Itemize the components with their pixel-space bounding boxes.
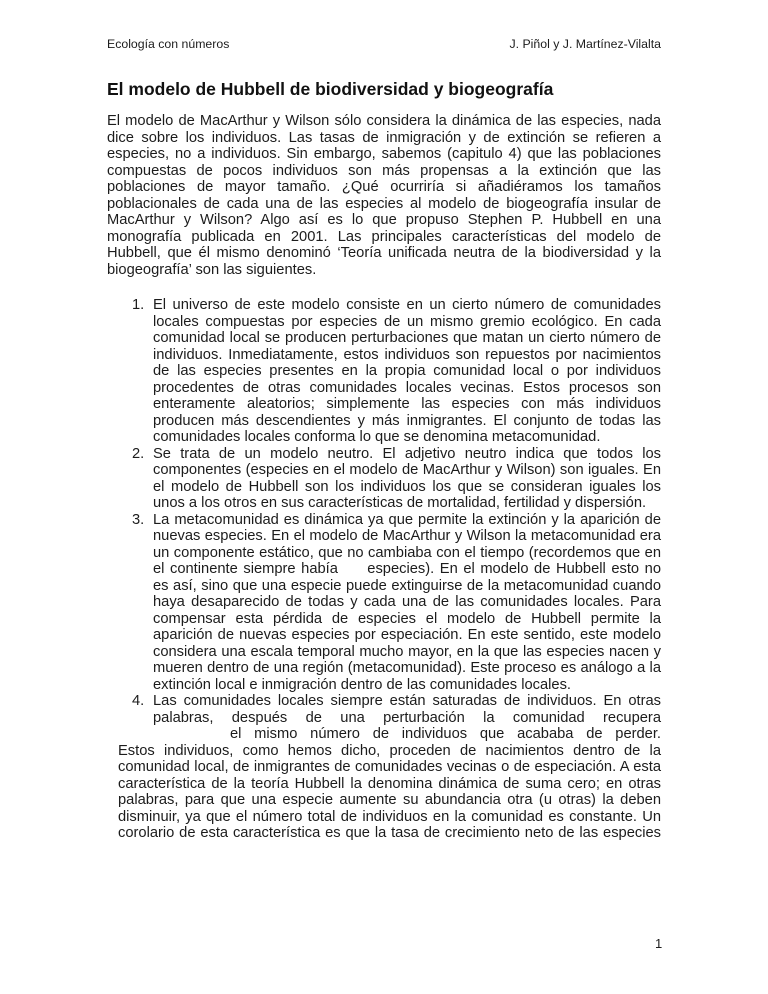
list-item-number: 4. [132,693,145,709]
list-item-number: 2. [132,445,145,462]
list-item-4 [107,693,661,842]
page-header [107,37,661,51]
list-item-text-continuation: Estos individuos, como hemos dicho, proceden de nacimientos dentro de la comunidad local, de inmigrantes de comunidades vecinas o de especiación. A esta característica de la teoría Hubbell la denomina dinámica de suma cero; en otras palabras, para que una especie aumente su abundancia otra (u otras) la deben disminuir, ya que el número total de individuos en la comunidad es constante. Un corolario de esta característica es que la tasa de crecimiento neto de las especies [118,742,661,841]
list-item-text: Se trata de un modelo neutro. El adjetivo neutro indica que todos los componentes (especies en el modelo de MacArthur y Wilson) son iguales. En el modelo de Hubbell son los individuos los que se consideran iguales los unos a los otros en sus características de mortalidad, fertilidad y dispersión. [153,445,661,511]
list-item-2 [107,446,661,512]
list-item-number: 1. [132,297,145,313]
intro-paragraph: El modelo de MacArthur y Wilson sólo considera la dinámica de las especies, nada dice sobre los individuos. Las tasas de inmigración y de extinción se refieren a especies, no a individuos. Sin embargo, sabemos (capitulo 4) que las poblaciones compuestas de pocos individuos son más propensas a la extinción que las poblaciones de mayor tamaño. ¿Qué ocurriría si añadiéramos los tamaños poblacionales de cada una de las especies al modelo de biogeografía insular de MacArthur y Wilson? Algo así es lo que propuso Stephen P. Hubbell en una monografía publicada en 2001. Las principales características del modelo de Hubbell, que él mismo denominó ‘Teoría unificada neutra de la biodiversidad y la biogeografía’ son las siguientes. [107,113,661,278]
list-item-number: 3. [132,511,145,528]
list-item-indented-line: el mismo número de individuos que acababa de perder. [230,726,661,742]
page-number: 1 [655,936,663,951]
header-running-title: Ecología con números [107,37,230,51]
list-item-text-start: Las comunidades locales siempre están saturadas de individuos. En otras palabras, después de una perturbación la comunidad recupera [153,693,661,726]
header-authors: J. Piñol y J. Martínez-Vilalta [509,37,661,51]
page-title: El modelo de Hubbell de biodiversidad y biogeografía [107,79,554,99]
list-item-3 [107,512,661,694]
list-item-text: La metacomunidad es dinámica ya que permite la extinción y la aparición de nuevas especies. En el modelo de MacArthur y Wilson la metacomunidad era un componente estático, que no cambiaba con el tiempo (recordemos que en el continente siempre había especies). En el modelo de Hubbell esto no es así, sino que una especie puede extinguirse de la metacomunidad cuando haya desaparecido de todas y cada una de las comunidades locales. Para compensar esta pérdida de especies el modelo de Hubbell permite la aparición de nuevas especies por especiación. En este sentido, este modelo considera una escala temporal mucho mayor, en la que las especies nacen y mueren dentro de una región (metacomunidad). Este proceso es análogo a la extinción local e inmigración dentro de las comunidades locales. [153,511,661,693]
list-item-text: El universo de este modelo consiste en un cierto número de comunidades locales compuestas por especies de un mismo gremio ecológico. En cada comunidad local se producen perturbaciones que matan un cierto número de individuos. Inmediatamente, estos individuos son repuestos por nacimientos de las especies presentes en la propia comunidad local o por individuos procedentes de otras comunidades locales vecinas. Estos procesos son enteramente aleatorios; simplemente las especies con más individuos producen más descendientes y más inmigrantes. El conjunto de todas las comunidades locales conforma lo que se denomina metacomunidad. [153,297,661,445]
numbered-list [107,297,661,842]
list-item-1 [107,297,661,446]
